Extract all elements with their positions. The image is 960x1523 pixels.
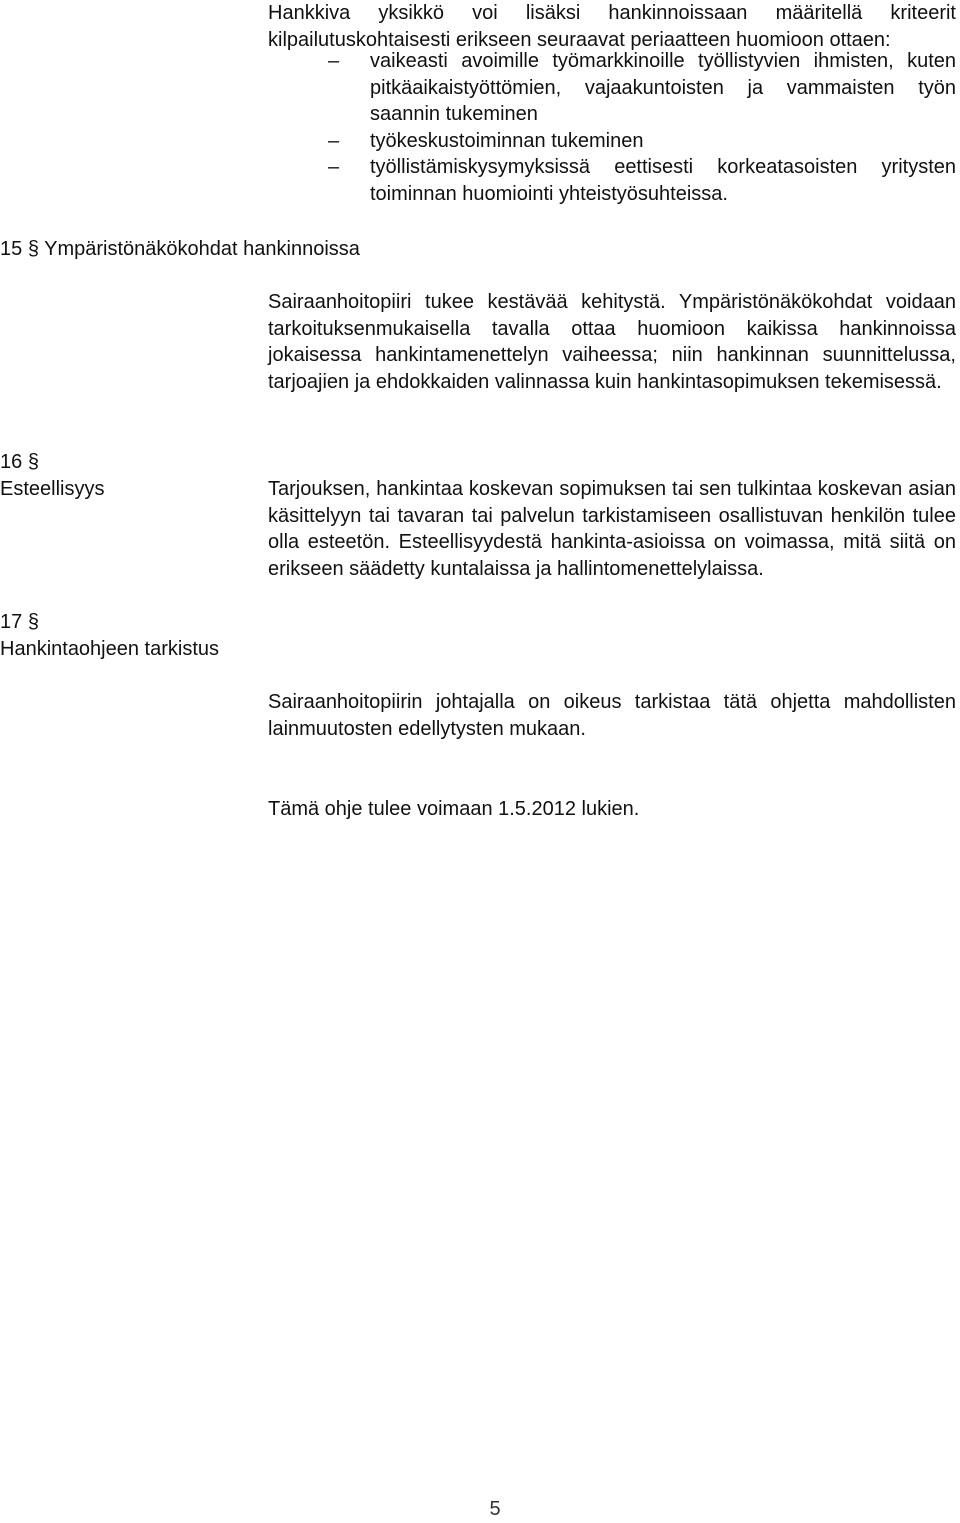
section-15-heading [0,236,360,263]
list-item-text: työkeskustoiminnan tukeminen [370,129,644,152]
section-number: 16 [0,451,23,473]
section-16-heading [0,449,104,502]
dash-bullet-icon: – [328,156,340,178]
dash-bullet-icon: – [328,129,340,152]
section-title: Hankintaohjeen tarkistus [0,637,220,660]
section-15-body: Sairaanhoitopiiri tukee kestävää kehitystä. Ympäristönäkökohdat voidaan tarkoituksenmukaisella tavalla ottaa huomioon kaikissa hankinnoissa jokaisessa hankintamenettelyn vaiheessa; niin hankinnan suunnittelussa, tarjoajien ja ehdokkaiden valinnassa kuin hankintasopimuksen tekemisessä. [268,291,956,393]
section-number: 17 [0,611,23,633]
section-sign-icon: § [27,451,39,473]
section-sign-icon: § [27,611,39,633]
section-16-body: Tarjouksen, hankintaa koskevan sopimuksen tai sen tulkintaa koskevan asian käsittelyyn tai tavaran tai palvelun tarkistamiseen osallistuvan henkilön tulee olla esteetön. Esteellisyydestä hankinta-asioissa on voimassa, mitä siitä on erikseen säädetty kuntalaissa ja hallintomenettelylaissa. [268,478,956,580]
list-item-text: vaikeasti avoimille työmarkkinoille työllistyvien ihmisten, kuten pitkäaikaistyöttömien, vajaakuntoisten ja vammaisten työn saannin tukeminen [370,50,956,125]
section-17-heading [0,609,219,662]
list-item [268,128,956,155]
section-title: Esteellisyys [0,477,105,500]
dash-bullet-icon: – [328,50,340,72]
effective-date-statement: Tämä ohje tulee voimaan 1.5.2012 lukien. [268,798,640,820]
page-number: 5 [489,1498,501,1520]
section-title: Ympäristönäkökohdat hankinnoissa [44,238,360,260]
section-sign-icon: § [27,238,39,260]
intro-paragraph: Hankkiva yksikkö voi lisäksi hankinnoissaan määritellä kriteerit kilpailutuskohtaisesti erikseen seuraavat periaatteen huomioon ottaen: [268,2,956,51]
criteria-list [268,48,956,207]
list-item [268,48,956,128]
section-number: 15 [0,238,23,260]
list-item-text: työllistämiskysymyksissä eettisesti korkeatasoisten yritysten toiminnan huomiointi yhteistyösuhteissa. [370,156,956,205]
list-item [268,154,956,207]
section-17-body: Sairaanhoitopiirin johtajalla on oikeus tarkistaa tätä ohjetta mahdollisten lainmuutosten edellytysten mukaan. [268,691,956,740]
